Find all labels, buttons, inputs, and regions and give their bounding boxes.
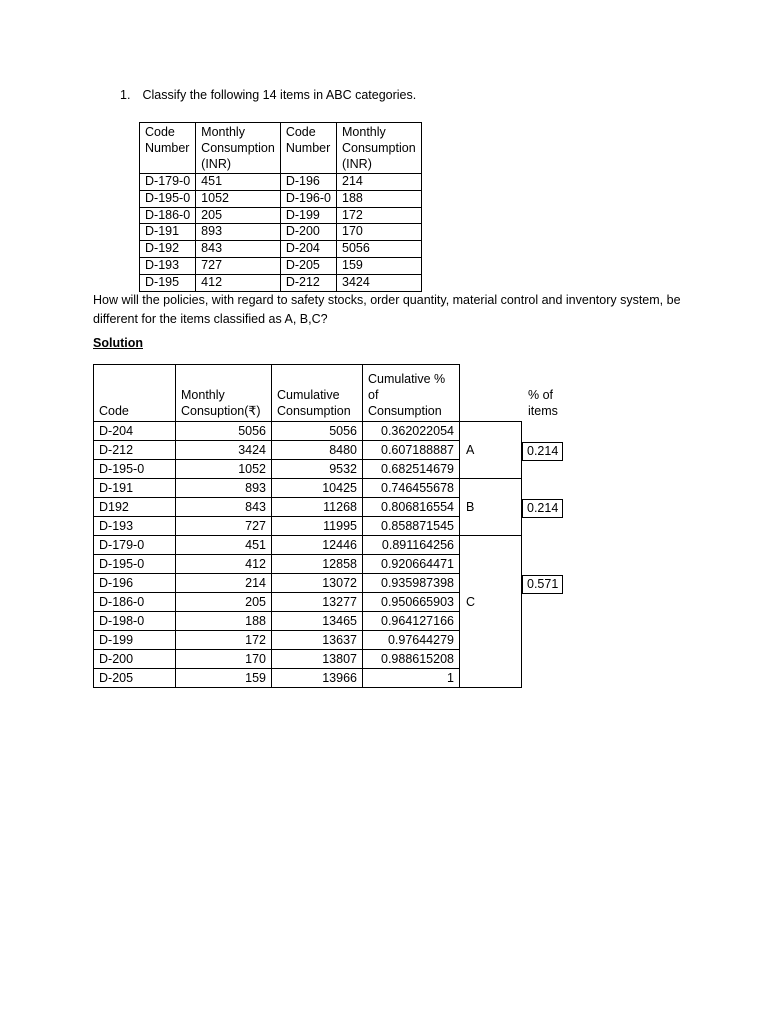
abc-table-header <box>94 365 522 422</box>
table-row <box>140 174 422 191</box>
percent-items-header: % of items <box>528 388 558 418</box>
code-cell: D-204 <box>280 241 336 258</box>
code-cell: D-191 <box>94 479 176 498</box>
monthly-consumption-cell: 188 <box>176 612 272 631</box>
code-cell: D-196-0 <box>280 190 336 207</box>
code-cell: D-186-0 <box>140 207 196 224</box>
cumulative-consumption-cell: 8480 <box>272 441 363 460</box>
question-number: 1. <box>120 88 131 102</box>
table-row <box>140 190 422 207</box>
table-row <box>94 631 522 650</box>
table-row <box>94 650 522 669</box>
consumption-cell: 5056 <box>337 241 422 258</box>
monthly-consumption-cell: 1052 <box>176 460 272 479</box>
table-row <box>94 460 522 479</box>
cumulative-percent-cell: 0.988615208 <box>363 650 460 669</box>
cumulative-consumption-cell: 11995 <box>272 517 363 536</box>
category-bracket <box>459 478 522 536</box>
table-row <box>94 536 522 555</box>
consumption-cell: 3424 <box>337 274 422 291</box>
table-row <box>94 555 522 574</box>
consumption-cell: 412 <box>196 274 281 291</box>
category-label-cell: B <box>466 500 475 514</box>
monthly-consumption-cell: 3424 <box>176 441 272 460</box>
consumption-cell: 893 <box>196 224 281 241</box>
code-cell: D-196 <box>280 174 336 191</box>
cumulative-consumption-cell: 13966 <box>272 669 363 688</box>
header-cumulative-percent: Cumulative % of Consumption <box>363 365 460 422</box>
monthly-consumption-cell: 170 <box>176 650 272 669</box>
percent-items-value: 0.571 <box>522 575 563 594</box>
solution-heading: Solution <box>93 336 143 350</box>
table-row <box>94 498 522 517</box>
cumulative-percent-cell: 0.806816554 <box>363 498 460 517</box>
consumption-table-header <box>140 123 422 174</box>
consumption-cell: 451 <box>196 174 281 191</box>
table-row <box>140 207 422 224</box>
code-cell: D-212 <box>280 274 336 291</box>
header-cumulative-consumption: Cumulative Consumption <box>272 365 363 422</box>
cumulative-consumption-cell: 13277 <box>272 593 363 612</box>
consumption-cell: 188 <box>337 190 422 207</box>
consumption-cell: 1052 <box>196 190 281 207</box>
code-cell: D-193 <box>140 257 196 274</box>
cumulative-percent-cell: 0.920664471 <box>363 555 460 574</box>
monthly-consumption-cell: 5056 <box>176 422 272 441</box>
monthly-consumption-cell: 412 <box>176 555 272 574</box>
code-cell: D-199 <box>94 631 176 650</box>
table-row <box>94 422 522 441</box>
consumption-table <box>139 122 422 292</box>
code-cell: D-195-0 <box>94 460 176 479</box>
cumulative-percent-cell: 0.950665903 <box>363 593 460 612</box>
followup-question: How will the policies, with regard to safety stocks, order quantity, material control and inventory system, be different for the items classified as A, B,C? <box>93 293 681 326</box>
code-cell: D-179-0 <box>140 174 196 191</box>
cumulative-percent-cell: 0.607188887 <box>363 441 460 460</box>
code-cell: D-195-0 <box>140 190 196 207</box>
code-cell: D-195-0 <box>94 555 176 574</box>
code-cell: D-179-0 <box>94 536 176 555</box>
cumulative-consumption-cell: 13072 <box>272 574 363 593</box>
cumulative-consumption-cell: 9532 <box>272 460 363 479</box>
table-row <box>94 574 522 593</box>
cumulative-percent-cell: 0.891164256 <box>363 536 460 555</box>
cumulative-consumption-cell: 13807 <box>272 650 363 669</box>
code-cell: D-204 <box>94 422 176 441</box>
monthly-consumption-cell: 727 <box>176 517 272 536</box>
percent-items-value: 0.214 <box>522 499 563 518</box>
code-cell: D192 <box>94 498 176 517</box>
cumulative-percent-cell: 0.746455678 <box>363 479 460 498</box>
cumulative-consumption-cell: 13637 <box>272 631 363 650</box>
header-code: Code <box>94 365 176 422</box>
monthly-consumption-cell: 172 <box>176 631 272 650</box>
cumulative-consumption-cell: 12446 <box>272 536 363 555</box>
monthly-consumption-cell: 893 <box>176 479 272 498</box>
monthly-consumption-cell: 214 <box>176 574 272 593</box>
code-cell: D-192 <box>140 241 196 258</box>
cumulative-percent-cell: 0.362022054 <box>363 422 460 441</box>
table-row <box>94 612 522 631</box>
code-cell: D-205 <box>280 257 336 274</box>
code-cell: D-205 <box>94 669 176 688</box>
header-category-spacer <box>460 365 522 422</box>
table-row <box>140 257 422 274</box>
cumulative-percent-cell: 0.682514679 <box>363 460 460 479</box>
monthly-consumption-cell: 451 <box>176 536 272 555</box>
cumulative-percent-cell: 0.858871545 <box>363 517 460 536</box>
consumption-cell: 170 <box>337 224 422 241</box>
table-row <box>94 669 522 688</box>
header-code-number: Code Number <box>280 123 336 174</box>
cumulative-percent-cell: 0.935987398 <box>363 574 460 593</box>
cumulative-consumption-cell: 13465 <box>272 612 363 631</box>
table-row <box>94 517 522 536</box>
consumption-cell: 205 <box>196 207 281 224</box>
category-bracket <box>459 421 522 479</box>
table-row <box>94 479 522 498</box>
header-code-number: Code Number <box>140 123 196 174</box>
cumulative-percent-cell: 0.964127166 <box>363 612 460 631</box>
code-cell: D-200 <box>280 224 336 241</box>
cumulative-consumption-cell: 12858 <box>272 555 363 574</box>
question-text: Classify the following 14 items in ABC categories. <box>142 88 417 102</box>
consumption-cell: 727 <box>196 257 281 274</box>
consumption-cell: 172 <box>337 207 422 224</box>
header-monthly-consumption: Monthly Consumption (INR) <box>196 123 281 174</box>
table-row <box>94 593 522 612</box>
code-cell: D-200 <box>94 650 176 669</box>
percent-items-value: 0.214 <box>522 442 563 461</box>
consumption-cell: 159 <box>337 257 422 274</box>
cumulative-percent-cell: 0.97644279 <box>363 631 460 650</box>
code-cell: D-199 <box>280 207 336 224</box>
code-cell: D-198-0 <box>94 612 176 631</box>
category-label-cell: A <box>466 443 475 457</box>
header-monthly-consumption: Monthly Consuption(₹) <box>176 365 272 422</box>
code-cell: D-191 <box>140 224 196 241</box>
cumulative-consumption-cell: 5056 <box>272 422 363 441</box>
cumulative-consumption-cell: 10425 <box>272 479 363 498</box>
table-row <box>140 224 422 241</box>
header-monthly-consumption: Monthly Consumption (INR) <box>337 123 422 174</box>
monthly-consumption-cell: 843 <box>176 498 272 517</box>
table-row <box>140 241 422 258</box>
category-bracket <box>459 535 522 688</box>
code-cell: D-186-0 <box>94 593 176 612</box>
code-cell: D-193 <box>94 517 176 536</box>
cumulative-percent-cell: 1 <box>363 669 460 688</box>
question-line <box>120 88 416 102</box>
category-label-cell: C <box>466 595 476 609</box>
consumption-cell: 214 <box>337 174 422 191</box>
consumption-cell: 843 <box>196 241 281 258</box>
monthly-consumption-cell: 159 <box>176 669 272 688</box>
table-row <box>94 441 522 460</box>
table-row <box>140 274 422 291</box>
code-cell: D-196 <box>94 574 176 593</box>
code-cell: D-195 <box>140 274 196 291</box>
monthly-consumption-cell: 205 <box>176 593 272 612</box>
code-cell: D-212 <box>94 441 176 460</box>
cumulative-consumption-cell: 11268 <box>272 498 363 517</box>
